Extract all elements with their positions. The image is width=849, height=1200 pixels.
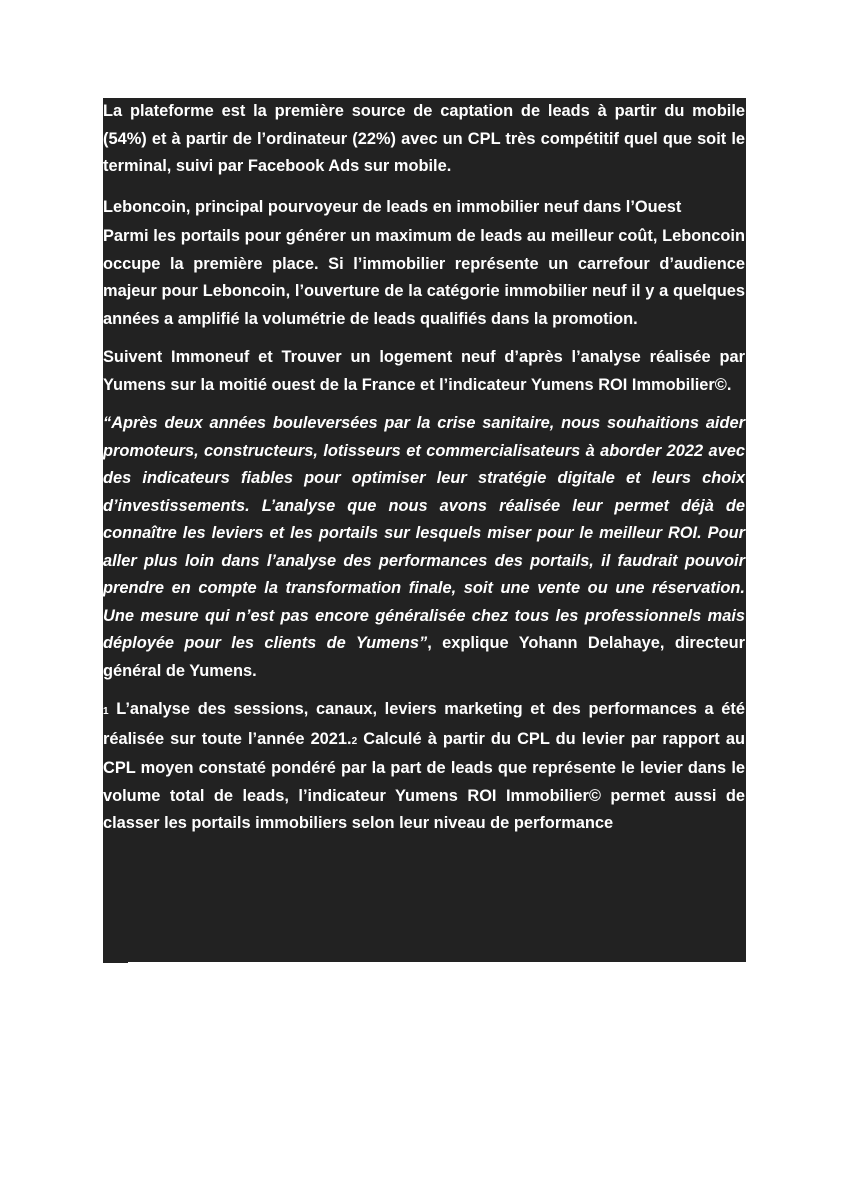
intro-paragraph: La plateforme est la première source de captation de leads à partir du mobile (54%) et à partir de l’ordinateur (22%) avec un CPL très compétitif quel que soit le terminal, suivi par Facebook Ads sur mobile. bbox=[103, 102, 745, 175]
footnotes-paragraph bbox=[103, 696, 745, 838]
block-bottom-edge bbox=[103, 961, 128, 963]
footnote-2-marker: 2 bbox=[351, 735, 358, 747]
footnote-1-marker: 1 bbox=[103, 706, 109, 717]
footnote-1-text: L’analyse des sessions, canaux, leviers marketing et des performances a été réalisée sur toute l’année 2021. bbox=[103, 700, 745, 748]
suivent-paragraph: Suivent Immoneuf et Trouver un logement neuf d’après l’analyse réalisée par Yumens sur la moitié ouest de la France et l’indicateur Yumens ROI Immobilier©. bbox=[103, 348, 745, 394]
leboncoin-paragraph: Parmi les portails pour générer un maximum de leads au meilleur coût, Leboncoin occupe la première place. Si l’immobilier représente un carrefour d’audience majeur pour Leboncoin, l’ouverture de la catégorie immobilier neuf il y a quelques années a amplifié la volumétrie de leads qualifiés dans la promotion. bbox=[103, 227, 745, 328]
quote-text: “Après deux années bouleversées par la crise sanitaire, nous souhaitions aider promoteurs, constructeurs, lotisseurs et commercialisateurs à aborder 2022 avec des indicateurs fiables pour optimiser leur stratégie digitale et leurs choix d’investissements. L’analyse que nous avons réalisée leur permet déjà de connaître les leviers et les portails sur lesquels miser pour le meilleur ROI. Pour aller plus loin dans l’analyse des performances des portails, il faudrait pouvoir prendre en compte la transformation finale, soit une vente ou une réservation. Une mesure qui n’est pas encore généralisée chez tous les professionnels mais déployée pour les clients de Yumens” bbox=[103, 414, 745, 652]
article-text-block bbox=[103, 98, 746, 962]
footnote-2-text: Calculé à partir du CPL du levier par rapport au CPL moyen constaté pondéré par la part de leads que représente le levier dans le volume total de leads, l’indicateur Yumens ROI Immobilier© permet aussi de classer les portails immobiliers selon leur niveau de performance bbox=[103, 729, 745, 832]
quote-attribution: , explique Yohann Delahaye, directeur général de Yumens. bbox=[103, 634, 745, 680]
quote-paragraph bbox=[103, 410, 745, 685]
section-heading: Leboncoin, principal pourvoyeur de leads en immobilier neuf dans l’Ouest bbox=[103, 197, 682, 216]
